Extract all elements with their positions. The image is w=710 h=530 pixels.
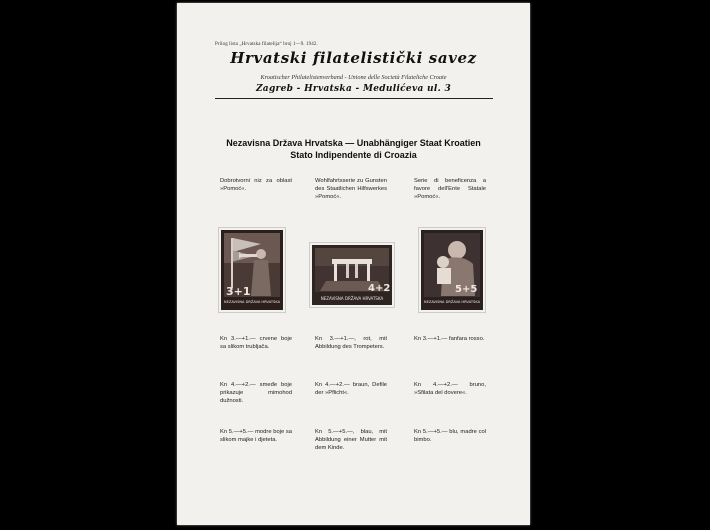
- stamp-3-denomination: 5+5: [455, 284, 478, 295]
- heading-line-1: Nezavisna Država Hrvatska — Unabhängiger Staat Kroatien: [226, 138, 481, 148]
- stamp-3-country: NEZAVISNA DRŽAVA HRVATSKA: [423, 300, 481, 304]
- page-title: Hrvatski filatelistički savez: [230, 49, 477, 67]
- intro-italian: Serie di beneficenza a favore dell'Ente Statale »Pomoć«.: [414, 178, 486, 201]
- intro-croatian: Dobrotvorni niz za oblast »Pomoć«.: [220, 178, 292, 193]
- desc-4kn-italian: Kn 4.—+2.— bruno, »Sfilata del dovere«.: [414, 382, 486, 397]
- desc-3kn-italian: Kn 3.—+1.— fanfara rosso.: [414, 336, 485, 342]
- subtitle: Kroatischer Philatelistenverband - Unione delle Società Filateliche Croate: [260, 74, 447, 81]
- stamp-mother-child: [419, 228, 485, 312]
- album-page: [177, 3, 530, 525]
- desc-3kn-croatian: Kn 3.—+1.— crvene boje sa slikom trubljača.: [220, 336, 292, 351]
- heading-line-2: Stato Indipendente di Croazia: [290, 150, 417, 160]
- pretitle: Prilog lista „Hrvatska filatelija“ broj 1—9. 1942.: [215, 42, 318, 47]
- desc-4kn-croatian: Kn 4.—+2.— smeđe boje prikazuje mimohod dužnosti.: [220, 382, 292, 405]
- desc-5kn-italian: Kn 5.—+5.— blu, madre col bimbo.: [414, 429, 486, 444]
- stamp-parade: [310, 243, 394, 307]
- desc-4kn-german: Kn 4.—+2.— braun, Defile der »Pflicht«.: [315, 382, 387, 397]
- desc-5kn-german: Kn 5.—+5.—, blau, mit Abbildung einer Mutter mit dem Kinde.: [315, 429, 387, 452]
- header-divider: [215, 98, 493, 99]
- stamp-1-country: NEZAVISNA DRŽAVA HRVATSKA: [223, 300, 281, 304]
- section-heading: [177, 137, 530, 161]
- stamp-trumpeter: [219, 228, 285, 312]
- address: Zagreb - Hrvatska - Medulićeva ul. 3: [255, 84, 452, 94]
- desc-3kn-german: Kn 3.—+1.—, rot, mit Abbildung des Trompeters.: [315, 336, 387, 351]
- desc-5kn-croatian: Kn 5.—+5.— modre boje sa slikom majke i djeteta.: [220, 429, 292, 444]
- intro-german: Wohlfahrtsserie zu Gunsten des Staatlichen Hilfswerkes »Pomoć«.: [315, 178, 387, 201]
- stamp-2-country: NEZAVISNA DRŽAVA HRVATSKA: [320, 296, 384, 301]
- stamp-2-denomination: 4+2: [368, 283, 391, 294]
- stamp-1-denomination: 3+1: [226, 285, 251, 298]
